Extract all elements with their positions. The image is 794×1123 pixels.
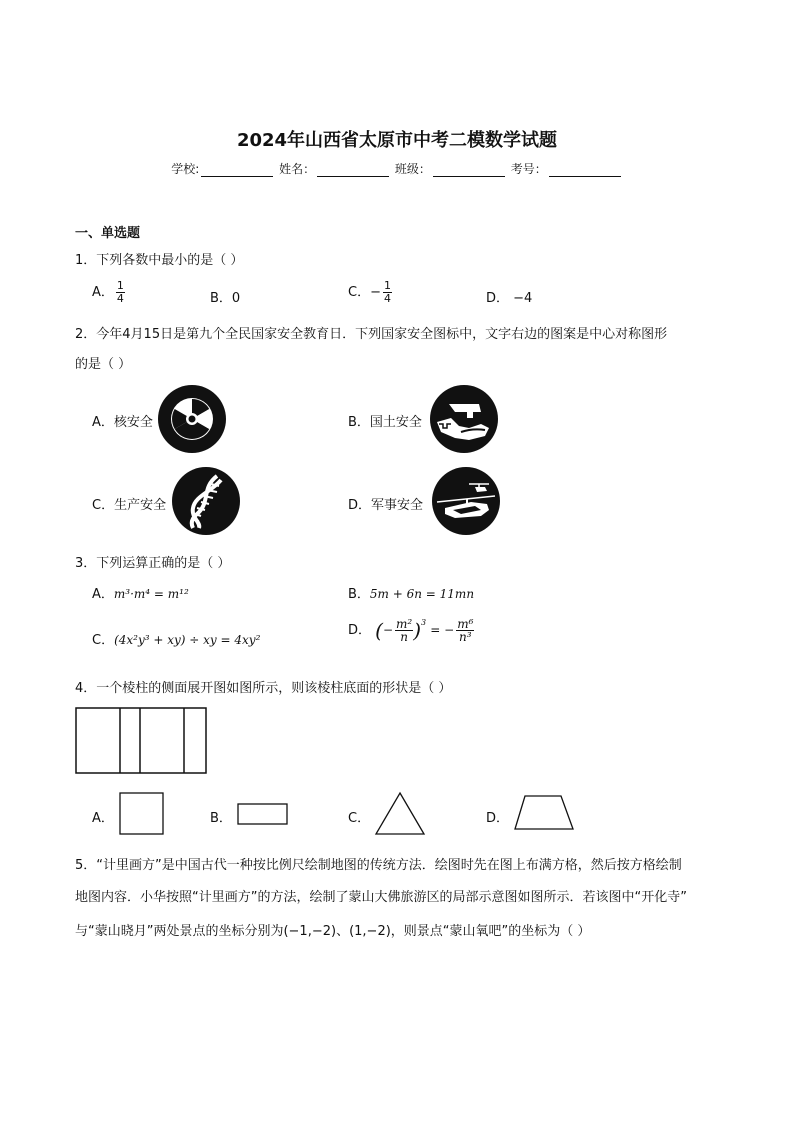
square-shape bbox=[119, 792, 165, 836]
nuclear-icon bbox=[157, 384, 227, 454]
q1-option-a: A． $\frac{1}{4}$ bbox=[92, 279, 124, 305]
question-5-line1: 5．“计里画方”是中国古代一种按比例尺绘制地图的传统方法．绘图时先在图上布满方格，然后按方格绘制 bbox=[75, 858, 682, 873]
school-label: 学校: bbox=[171, 162, 200, 176]
q3-option-c: C．(4x²y³ + xy) ÷ xy = 4xy² bbox=[92, 633, 261, 648]
q1-option-c: C．− $\frac{1}{4}$ bbox=[348, 279, 391, 305]
question-4-stem: 4．一个棱柱的侧面展开图如图所示，则该棱柱底面的形状是（ ） bbox=[75, 681, 452, 696]
q3-option-a: A．m³·m⁴ = m¹² bbox=[92, 587, 189, 602]
q2-option-c: C．生产安全 bbox=[92, 498, 167, 513]
math-expression: m³·m⁴ = m¹² bbox=[113, 587, 189, 601]
question-5-line2: 地图内容．小华按照“计里画方”的方法，绘制了蒙山大佛旅游区的局部示意图如图所示．若该图中“开化寺” bbox=[75, 890, 687, 905]
math-expression: (4x²y³ + xy) ÷ xy = 4xy² bbox=[114, 633, 261, 647]
q4-option-a: A． bbox=[92, 811, 114, 826]
q4-option-b: B． bbox=[210, 811, 232, 826]
math-expression: 5m + 6n = 11mn bbox=[369, 587, 475, 601]
triangle-shape bbox=[374, 792, 426, 836]
fraction: $\frac{1}{4}$ bbox=[383, 279, 391, 305]
section-heading: 一、单选题 bbox=[75, 226, 141, 241]
student-info-line bbox=[0, 160, 794, 177]
question-2-stem-line2: 的是（ ） bbox=[75, 357, 132, 372]
class-blank[interactable] bbox=[433, 164, 505, 177]
name-label: 姓名： bbox=[279, 162, 316, 176]
page-title: 2024年山西省太原市中考二模数学试题 bbox=[236, 130, 558, 151]
q2-option-d: D．军事安全 bbox=[348, 498, 424, 513]
fraction: $\frac{1}{4}$ bbox=[116, 279, 124, 305]
q1-option-d: D． −4 bbox=[486, 291, 533, 306]
fraction: $\frac{\text{m²}}{n}$ bbox=[396, 617, 413, 644]
helicopter-icon bbox=[431, 466, 501, 536]
q3-option-b: B．5m + 6n = 11mn bbox=[348, 587, 475, 602]
question-5-line3: 与“蒙山晓月”两处景点的坐标分别为(−1,−2)、(1,−2)，则景点“蒙山氧吧”的坐标为（ ） bbox=[75, 924, 591, 939]
q2-option-a: A．核安全 bbox=[92, 415, 153, 430]
school-blank[interactable] bbox=[201, 164, 273, 177]
land-security-icon bbox=[429, 384, 499, 454]
number-blank[interactable] bbox=[549, 164, 621, 177]
class-label: 班级： bbox=[394, 162, 431, 176]
question-2-stem-line1: 2．今年4月15日是第九个全民国家安全教育日．下列国家安全图标中，文字右边的图案是中心对称图形 bbox=[75, 327, 668, 342]
rectangle-shape bbox=[237, 803, 289, 826]
q4-option-d: D． bbox=[486, 811, 510, 826]
question-1-stem: 1．下列各数中最小的是（ ） bbox=[75, 253, 244, 268]
dna-icon bbox=[171, 466, 241, 536]
q2-option-b: B．国土安全 bbox=[348, 415, 422, 430]
q4-option-c: C． bbox=[348, 811, 371, 826]
question-3-stem: 3．下列运算正确的是（ ） bbox=[75, 556, 231, 571]
number-label: 考号： bbox=[510, 162, 547, 176]
name-blank[interactable] bbox=[317, 164, 389, 177]
q1-option-b: B．0 bbox=[210, 291, 241, 306]
q3-option-d: D． (− $\frac{\text{m²}}{n}$ )$^3$ = − $\frac{\text{m⁶}}{\text{n³}}$ bbox=[348, 617, 474, 644]
trapezoid-shape bbox=[513, 795, 575, 831]
fraction: $\frac{\text{m⁶}}{\text{n³}}$ bbox=[457, 617, 474, 644]
prism-net-figure bbox=[75, 707, 209, 775]
